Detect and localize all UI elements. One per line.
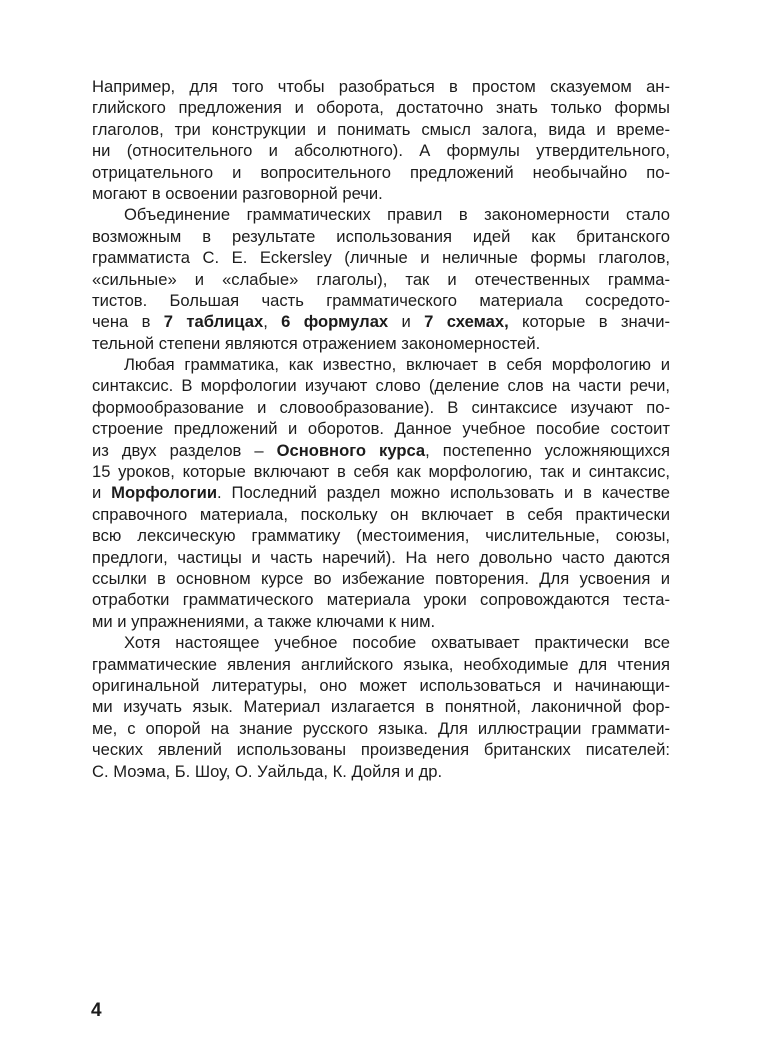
text-run: и [388,312,425,332]
bold-term: 6 формулах [281,312,389,332]
text-line [92,290,670,311]
text-line [92,482,670,503]
text-run: тельной степени являются отражением закономерностей. [92,333,541,353]
text-line [92,739,670,760]
text-line [92,97,670,118]
text-run: которые в значи- [508,312,670,332]
text-run: , [263,312,282,332]
text-line [92,333,670,354]
text-run: . Последний раздел можно использовать и в качестве [217,483,670,503]
text-line [92,525,670,546]
text-run: грамматиста С. Е. Eckersley (личные и неличные формы глаголов, [92,248,670,268]
text-line [92,375,670,396]
text-run: ми и упражнениями, а также ключами к ним. [92,611,436,631]
text-run: 15 уроков, которые включают в себя как морфологию, так и синтаксис, [92,462,670,482]
text-line [92,718,670,739]
text-run: ни (относительного и абсолютного). А формулы утвердительного, [92,141,670,161]
text-run: строение предложений и оборотов. Данное учебное пособие состоит [92,419,670,439]
text-line [92,440,670,461]
text-line [92,162,670,183]
text-run: формообразование и словообразование). В синтаксисе изучают по- [92,397,670,417]
text-line [92,675,670,696]
text-line [92,632,670,653]
text-run: отработки грамматического материала уроки сопровождаются теста- [92,590,670,610]
text-run: оригинальной литературы, оно может использоваться и начинающи- [92,675,670,695]
bold-term: 7 схемах, [424,312,509,332]
bold-term: 7 таблицах [163,312,264,332]
body-text [92,76,670,782]
text-run: из двух разделов – [92,440,277,460]
text-line [92,547,670,568]
text-line [92,76,670,97]
text-run: предлоги, частицы и часть наречий). На него довольно часто даются [92,547,670,567]
text-run: и [92,483,112,503]
text-line [92,504,670,525]
text-line [92,311,670,332]
text-line [92,696,670,717]
text-line [92,761,670,782]
text-run: чена в [92,312,164,332]
bold-term: Морфологии [111,483,218,503]
text-run: справочного материала, поскольку он включает в себя практически [92,504,670,524]
text-run: ссылки в основном курсе во избежание повторения. Для усвоения и [92,568,670,588]
text-line [92,354,670,375]
page-number: 4 [91,1000,102,1021]
text-run: Например, для того чтобы разобраться в простом сказуемом ан- [92,77,670,96]
text-run: возможным в результате использования идей как британского [92,226,670,246]
text-run: , постепенно усложняющихся [425,440,670,460]
text-run: Хотя настоящее учебное пособие охватывает практически все [124,633,670,653]
text-run: «сильные» и «слабые» глаголы), так и отечественных грамма- [92,269,670,289]
text-line [92,247,670,268]
text-run: С. Моэма, Б. Шоу, О. Уайльда, К. Дойля и др. [92,761,443,781]
text-line [92,568,670,589]
text-line [92,589,670,610]
text-run: ми изучать язык. Материал излагается в понятной, лаконичной фор- [92,697,670,717]
text-run: всю лексическую грамматику (местоимения, числительные, союзы, [92,526,670,546]
text-run: могают в освоении разговорной речи. [92,183,383,203]
text-run: отрицательного и вопросительного предложений необычайно по- [92,162,670,182]
bold-term: Основного курса [276,440,426,460]
text-line [92,397,670,418]
text-line [92,418,670,439]
text-run: Объединение грамматических правил в закономерности стало [124,205,670,225]
text-line [92,183,670,204]
text-run: тистов. Большая часть грамматического материала сосредото- [92,290,670,310]
text-line [92,269,670,290]
text-run: синтаксис. В морфологии изучают слово (деление слов на части речи, [92,376,670,396]
text-line [92,226,670,247]
text-run: Любая грамматика, как известно, включает в себя морфологию и [124,355,670,375]
text-line [92,140,670,161]
text-line [92,461,670,482]
text-line [92,654,670,675]
text-line [92,611,670,632]
text-run: глийского предложения и оборота, достаточно знать только формы [92,98,670,118]
text-run: глаголов, три конструкции и понимать смысл залога, вида и време- [92,119,670,139]
text-run: ческих явлений использованы произведения британских писателей: [92,740,670,760]
text-line [92,204,670,225]
text-run: ме, с опорой на знание русского языка. Для иллюстрации граммати- [92,718,670,738]
text-line [92,119,670,140]
text-run: грамматические явления английского языка, необходимые для чтения [92,654,670,674]
